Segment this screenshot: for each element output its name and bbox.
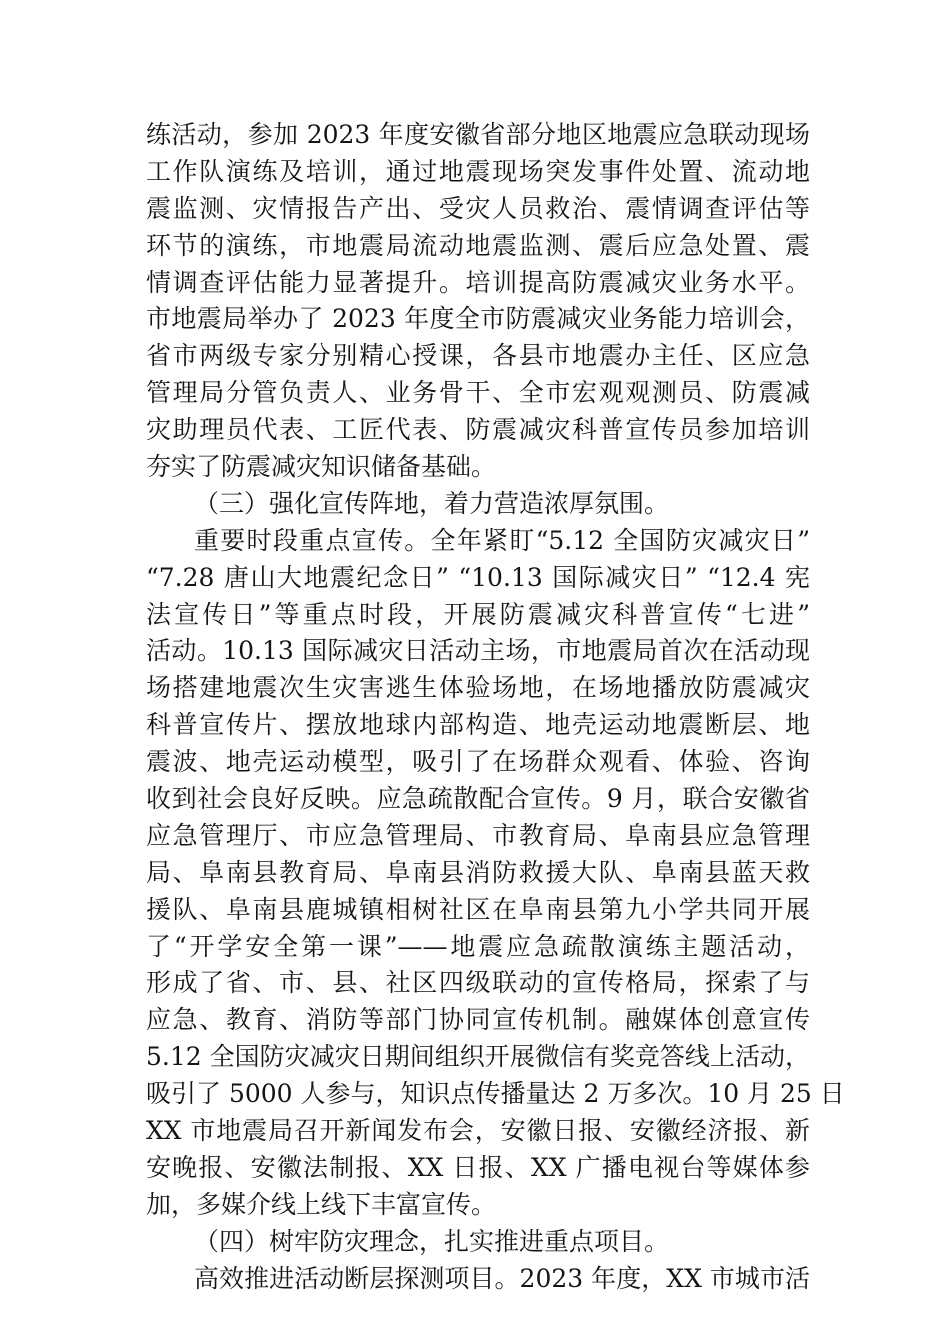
text-line: 震监测、灾情报告产出、受灾人员救治、震情调查评估等: [146, 193, 810, 223]
text-line: 收到社会良好反映。应急疏散配合宣传。9 月，联合安徽省: [146, 784, 810, 814]
text-line: 援队、阜南县鹿城镇相树社区在阜南县第九小学共同开展: [146, 894, 810, 924]
text-line: “7.28 唐山大地震纪念日” “10.13 国际减灾日” “12.4 宪: [146, 562, 810, 592]
text-line: 科普宣传片、摆放地球内部构造、地壳运动地震断层、地: [146, 710, 810, 740]
text-line: 局、阜南县教育局、阜南县消防救援大队、阜南县蓝天救: [146, 857, 810, 887]
text-line: 环节的演练，市地震局流动地震监测、震后应急处置、震: [146, 230, 810, 260]
text-line: 应急、教育、消防等部门协同宣传机制。融媒体创意宣传: [146, 1005, 810, 1035]
text-line: 形成了省、市、县、社区四级联动的宣传格局，探索了与: [146, 968, 810, 998]
text-line: 了“开学安全第一课”——地震应急疏散演练主题活动，: [146, 931, 810, 961]
text-line: 加，多媒介线上线下丰富宣传。: [146, 1189, 497, 1219]
text-line: 练活动，参加 2023 年度安徽省部分地区地震应急联动现场: [146, 120, 810, 149]
text-line: 场搭建地震次生灾害逃生体验场地，在场地播放防震减灾: [146, 673, 810, 703]
text-line: 5.12 全国防灾减灾日期间组织开展微信有奖竞答线上活动，: [146, 1042, 810, 1072]
text-line: 活动。10.13 国际减灾日活动主场，市地震局首次在活动现: [146, 636, 810, 666]
text-line: 震波、地壳运动模型，吸引了在场群众观看、体验、咨询: [146, 747, 810, 777]
body-text: [146, 117, 845, 1298]
text-line: 夯实了防震减灾知识储备基础。: [146, 452, 497, 482]
section-heading: （三）强化宣传阵地，着力营造浓厚氛围。: [194, 488, 670, 518]
text-line: 工作队演练及培训，通过地震现场突发事件处置、流动地: [146, 156, 810, 186]
text-line: 市地震局举办了 2023 年度全市防震减灾业务能力培训会，: [146, 304, 810, 334]
text-line: 法宣传日”等重点时段，开展防震减灾科普宣传“七进”: [146, 599, 810, 629]
text-line: 情调查评估能力显著提升。培训提高防震减灾业务水平。: [146, 267, 810, 297]
text-line: 省市两级专家分别精心授课，各县市地震办主任、区应急: [146, 341, 810, 371]
text-line: 灾助理员代表、工匠代表、防震减灾科普宣传员参加培训: [146, 415, 810, 445]
text-line: XX 市地震局召开新闻发布会，安徽日报、安徽经济报、新: [146, 1116, 810, 1146]
section-heading: （四）树牢防灾理念，扎实推进重点项目。: [194, 1226, 670, 1256]
text-line: 管理局分管负责人、业务骨干、全市宏观观测员、防震减: [146, 378, 810, 408]
text-line: 安晚报、安徽法制报、XX 日报、XX 广播电视台等媒体参: [146, 1152, 810, 1182]
text-line: 重要时段重点宣传。全年紧盯“5.12 全国防灾减灾日”: [194, 525, 810, 555]
text-line: 吸引了 5000 人参与，知识点传播量达 2 万多次。10 月 25 日: [146, 1079, 845, 1109]
text-line: 高效推进活动断层探测项目。2023 年度，XX 市城市活: [194, 1263, 810, 1293]
text-line: 应急管理厅、市应急管理局、市教育局、阜南县应急管理: [146, 820, 810, 850]
